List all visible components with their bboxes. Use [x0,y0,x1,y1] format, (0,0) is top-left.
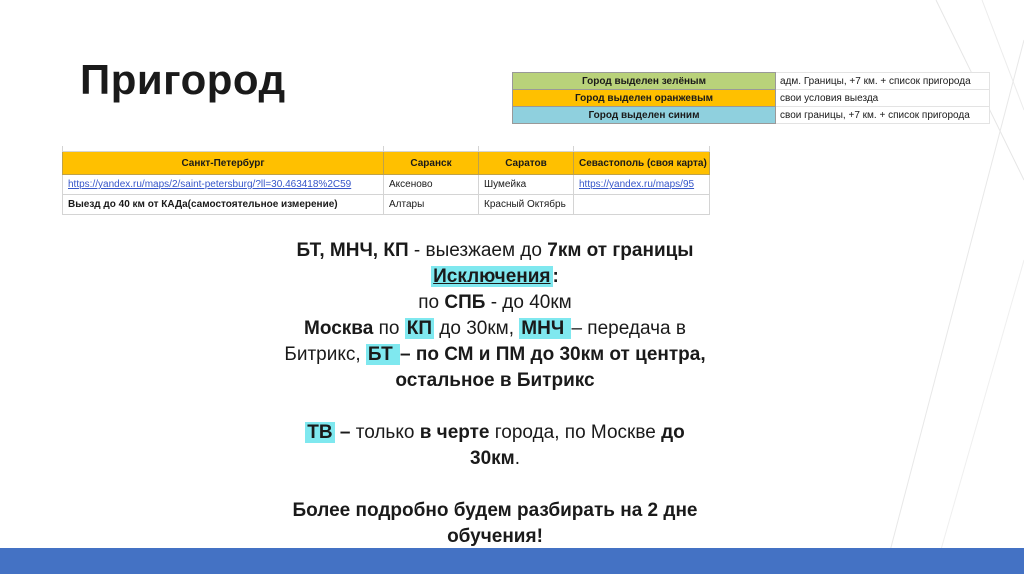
table-cell: Алтары [384,195,479,215]
legend-row [513,90,990,107]
table-cell: Красный Октябрь [479,195,574,215]
text-line [230,342,760,368]
text-span: – по СМ и ПМ до 30км от центра, [400,344,706,365]
text-span: в черте [419,422,490,443]
text-span: Москва [304,318,374,339]
cities-table [62,146,710,215]
legend-row [513,73,990,90]
text-line [230,264,760,290]
highlight-mnch: МНЧ [521,318,570,339]
main-text [230,238,760,550]
legend-blue-label: Город выделен синим [513,107,776,124]
text-span: до 30км, [433,318,520,339]
text-line [230,524,760,550]
header-saratov: Саратов [479,152,574,175]
header-spb: Санкт-Петербург [63,152,384,175]
text-line [230,316,760,342]
text-line [230,420,760,446]
exceptions-heading: Исключения [433,266,551,287]
table-cell: Шумейка [479,175,574,195]
spb-map-link[interactable]: https://yandex.ru/maps/2/saint-petersburg/?ll=30.463418%2C59 [63,175,384,195]
table-row [63,195,710,215]
text-line [230,238,760,264]
text-span: Более подробно будем разбирать на 2 дне [292,500,698,521]
text-span: Битрикс, [284,344,366,365]
bottom-accent-bar [0,548,1024,574]
text-span: только [355,422,420,443]
text-span: : [552,266,559,287]
text-span: - до 40км [485,292,572,313]
text-line [230,446,760,472]
text-span: - выезжаем до [408,240,548,261]
table-header-row [63,152,710,175]
legend-orange-desc: свои условия выезда [776,90,990,107]
text-span: . [514,448,520,469]
text-span: по [373,318,405,339]
text-span: – [334,422,356,443]
text-span: города, по Москве [489,422,662,443]
slide-title: Пригород [80,56,286,103]
highlight-bt: БТ [367,344,398,365]
legend-orange-label: Город выделен оранжевым [513,90,776,107]
color-legend-table [512,72,990,124]
text-span: 30км [470,448,515,469]
text-span: 7км от границы [547,240,694,261]
highlight-tv: ТВ [307,422,333,443]
text-line [230,290,760,316]
text-span: СПБ [444,292,486,313]
text-line [230,368,760,394]
highlight-kp: КП [406,318,432,339]
text-span: обучения! [447,526,543,547]
table-cell [574,195,710,215]
legend-green-label: Город выделен зелёным [513,73,776,90]
text-span: – передача в [571,318,686,339]
table-cell: Выезд до 40 км от КАДа(самостоятельное измерение) [63,195,384,215]
text-span: БТ, МНЧ, КП [296,240,409,261]
table-row [63,175,710,195]
table-cell: Аксеново [384,175,479,195]
legend-row [513,107,990,124]
legend-blue-desc: свои границы, +7 км. + список пригорода [776,107,990,124]
header-sevastopol: Севастополь (своя карта) [574,152,710,175]
text-span: остальное в Битрикс [395,370,595,391]
text-span: до [661,422,685,443]
legend-green-desc: адм. Границы, +7 км. + список пригорода [776,73,990,90]
header-saransk: Саранск [384,152,479,175]
text-span: по [418,292,445,313]
sevastopol-map-link[interactable]: https://yandex.ru/maps/95 [574,175,710,195]
text-line [230,498,760,524]
